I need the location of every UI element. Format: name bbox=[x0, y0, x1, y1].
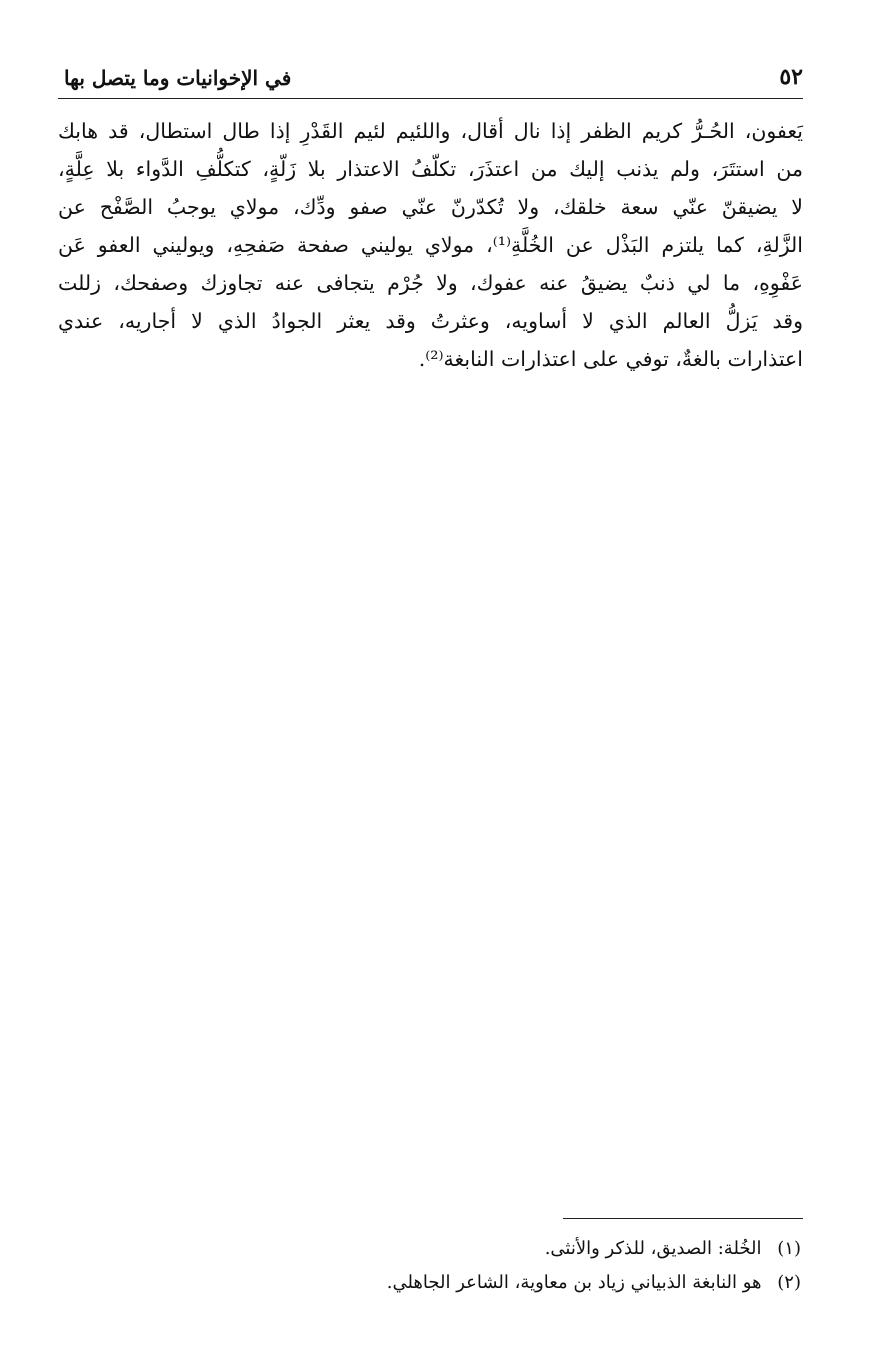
running-title: في الإخوانيات وما يتصل بها bbox=[64, 66, 292, 90]
footnote-text: هو النابغة الذبياني زياد بن معاوية، الشاعر الجاهلي. bbox=[386, 1272, 762, 1293]
body-line: الزَّلةِ، كما يلتزم البَذْل عن الخُلَّةِ⁽¹⁾، مولاي يوليني صفحة صَفحِهِ، ويوليني العفو عَن bbox=[58, 233, 803, 257]
footnote-text: الخُلة: الصديق، للذكر والأنثى. bbox=[544, 1238, 762, 1259]
footnote-item bbox=[58, 1232, 801, 1266]
body-line: من استتَرَ، ولم يذنب إليك من اعتذَرَ، تكلّفُ الاعتذار بلا زَلّةٍ، كتكلُّفِ الدَّواء بلا عِلَّةٍ، bbox=[58, 157, 803, 181]
footnote-number: (١) bbox=[777, 1238, 801, 1259]
body-line: لا يضيقنّ عنّي سعة خلقك، ولا تُكدّرنّ عنّي صفو ودِّك، مولاي يوجبُ الصَّفْح عن bbox=[58, 195, 803, 219]
footnote-number: (٢) bbox=[777, 1272, 801, 1293]
body-line: عَفْوِهِ، ما لي ذنبٌ يضيقُ عنه عفوك، ولا جُرْم يتجافى عنه تجاوزك وصفحك، زللت bbox=[58, 271, 803, 295]
footnote-divider bbox=[563, 1218, 803, 1219]
body-line: وقد يَزلُّ العالم الذي لا أساويه، وعثرتُ وقد يعثر الجوادُ الذي لا أجاريه، عندي bbox=[58, 309, 803, 333]
body-line: اعتذارات بالغةٌ، توفي على اعتذارات النابغة⁽²⁾. bbox=[418, 347, 803, 371]
running-header bbox=[58, 62, 803, 99]
page-number: ٥٢ bbox=[779, 64, 803, 90]
body-line: يَعفون، الحُـرُّ كريم الظفر إذا نال أقال، واللئيم لئيم القَدْرِ إذا طال استطال، قد هابك bbox=[58, 119, 803, 143]
footnote-item bbox=[58, 1266, 801, 1300]
footnotes bbox=[58, 1232, 801, 1300]
body-paragraph bbox=[58, 112, 803, 378]
